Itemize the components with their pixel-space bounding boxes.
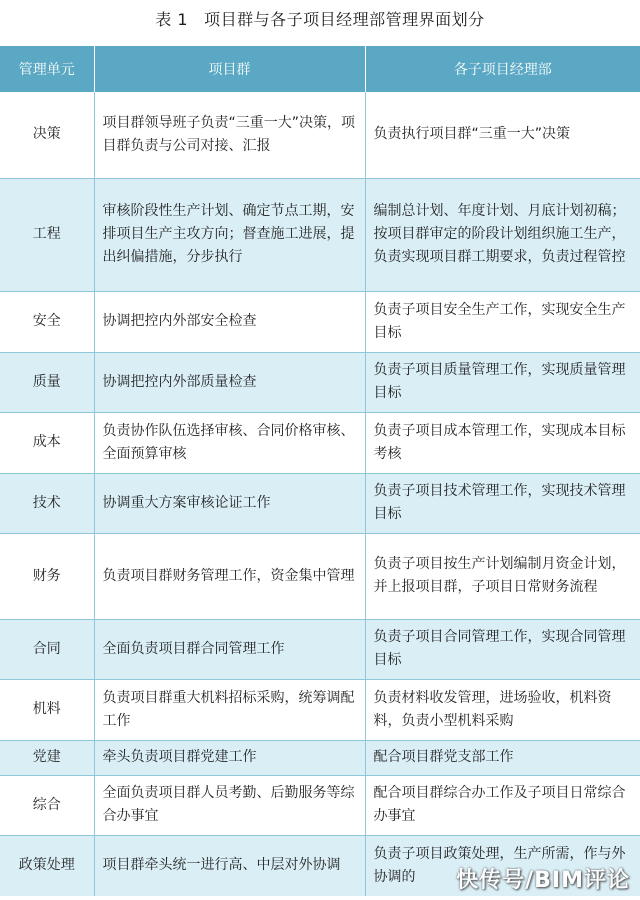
table-row <box>0 619 640 679</box>
cell-group: 负责协作队伍选择审核、合同价格审核、全面预算审核 <box>94 412 365 473</box>
cell-unit: 机料 <box>0 679 94 740</box>
cell-unit: 党建 <box>0 740 94 775</box>
watermark: 快传号/BIM评论 <box>456 868 630 893</box>
header-project-group: 项目群 <box>94 46 365 92</box>
cell-unit: 质量 <box>0 352 94 412</box>
table-row <box>0 775 640 835</box>
cell-sub: 负责子项目政策处理，生产所需，作与外协调的 <box>365 835 640 896</box>
table-number: 表 1 <box>155 10 189 29</box>
cell-sub: 负责子项目质量管理工作，实现质量管理目标 <box>365 352 640 412</box>
cell-group: 全面负责项目群合同管理工作 <box>94 619 365 679</box>
cell-group: 协调把控内外部安全检查 <box>94 291 365 352</box>
table-row <box>0 352 640 412</box>
table-row <box>0 178 640 291</box>
table-row <box>0 92 640 178</box>
table-row <box>0 412 640 473</box>
cell-group: 项目群领导班子负责“三重一大”决策，项目群负责与公司对接、汇报 <box>94 92 365 178</box>
cell-sub: 负责执行项目群“三重一大”决策 <box>365 92 640 178</box>
cell-sub: 配合项目群综合办工作及子项目日常综合办事宜 <box>365 775 640 835</box>
cell-sub: 负责子项目安全生产工作，实现安全生产目标 <box>365 291 640 352</box>
cell-unit: 财务 <box>0 533 94 619</box>
header-sub-project-dept: 各子项目经理部 <box>365 46 640 92</box>
cell-unit: 合同 <box>0 619 94 679</box>
cell-group: 牵头负责项目群党建工作 <box>94 740 365 775</box>
cell-unit: 工程 <box>0 178 94 291</box>
cell-group: 审核阶段性生产计划、确定节点工期，安排项目生产主攻方向；督查施工进展，提出纠偏措施，分步执行 <box>94 178 365 291</box>
cell-group: 协调把控内外部质量检查 <box>94 352 365 412</box>
cell-unit: 成本 <box>0 412 94 473</box>
cell-sub: 负责子项目技术管理工作，实现技术管理目标 <box>365 473 640 533</box>
cell-group: 协调重大方案审核论证工作 <box>94 473 365 533</box>
cell-group: 项目群牵头统一进行高、中层对外协调 <box>94 835 365 896</box>
cell-sub: 负责子项目按生产计划编制月资金计划，并上报项目群，子项目日常财务流程 <box>365 533 640 619</box>
table-row <box>0 473 640 533</box>
table-row <box>0 291 640 352</box>
cell-sub: 负责材料收发管理，进场验收，机料资料，负责小型机料采购 <box>365 679 640 740</box>
cell-unit: 综合 <box>0 775 94 835</box>
cell-sub: 负责子项目合同管理工作，实现合同管理目标 <box>365 619 640 679</box>
cell-unit: 安全 <box>0 291 94 352</box>
table-row <box>0 533 640 619</box>
table-row <box>0 740 640 775</box>
table-header-row <box>0 46 640 92</box>
cell-group: 负责项目群财务管理工作，资金集中管理 <box>94 533 365 619</box>
cell-sub: 配合项目群党支部工作 <box>365 740 640 775</box>
cell-sub: 负责子项目成本管理工作，实现成本目标考核 <box>365 412 640 473</box>
cell-group: 负责项目群重大机料招标采购，统筹调配工作 <box>94 679 365 740</box>
table-row <box>0 679 640 740</box>
table-title: 项目群与各子项目经理部管理界面划分 <box>204 10 485 29</box>
table-caption <box>0 0 640 46</box>
cell-group: 全面负责项目群人员考勤、后勤服务等综合办事宜 <box>94 775 365 835</box>
cell-sub: 编制总计划、年度计划、月底计划初稿；按项目群审定的阶段计划组织施工生产，负责实现项目群工期要求，负责过程管控 <box>365 178 640 291</box>
header-management-unit: 管理单元 <box>0 46 94 92</box>
management-interface-table <box>0 46 640 896</box>
cell-unit: 政策处理 <box>0 835 94 896</box>
cell-unit: 决策 <box>0 92 94 178</box>
cell-unit: 技术 <box>0 473 94 533</box>
